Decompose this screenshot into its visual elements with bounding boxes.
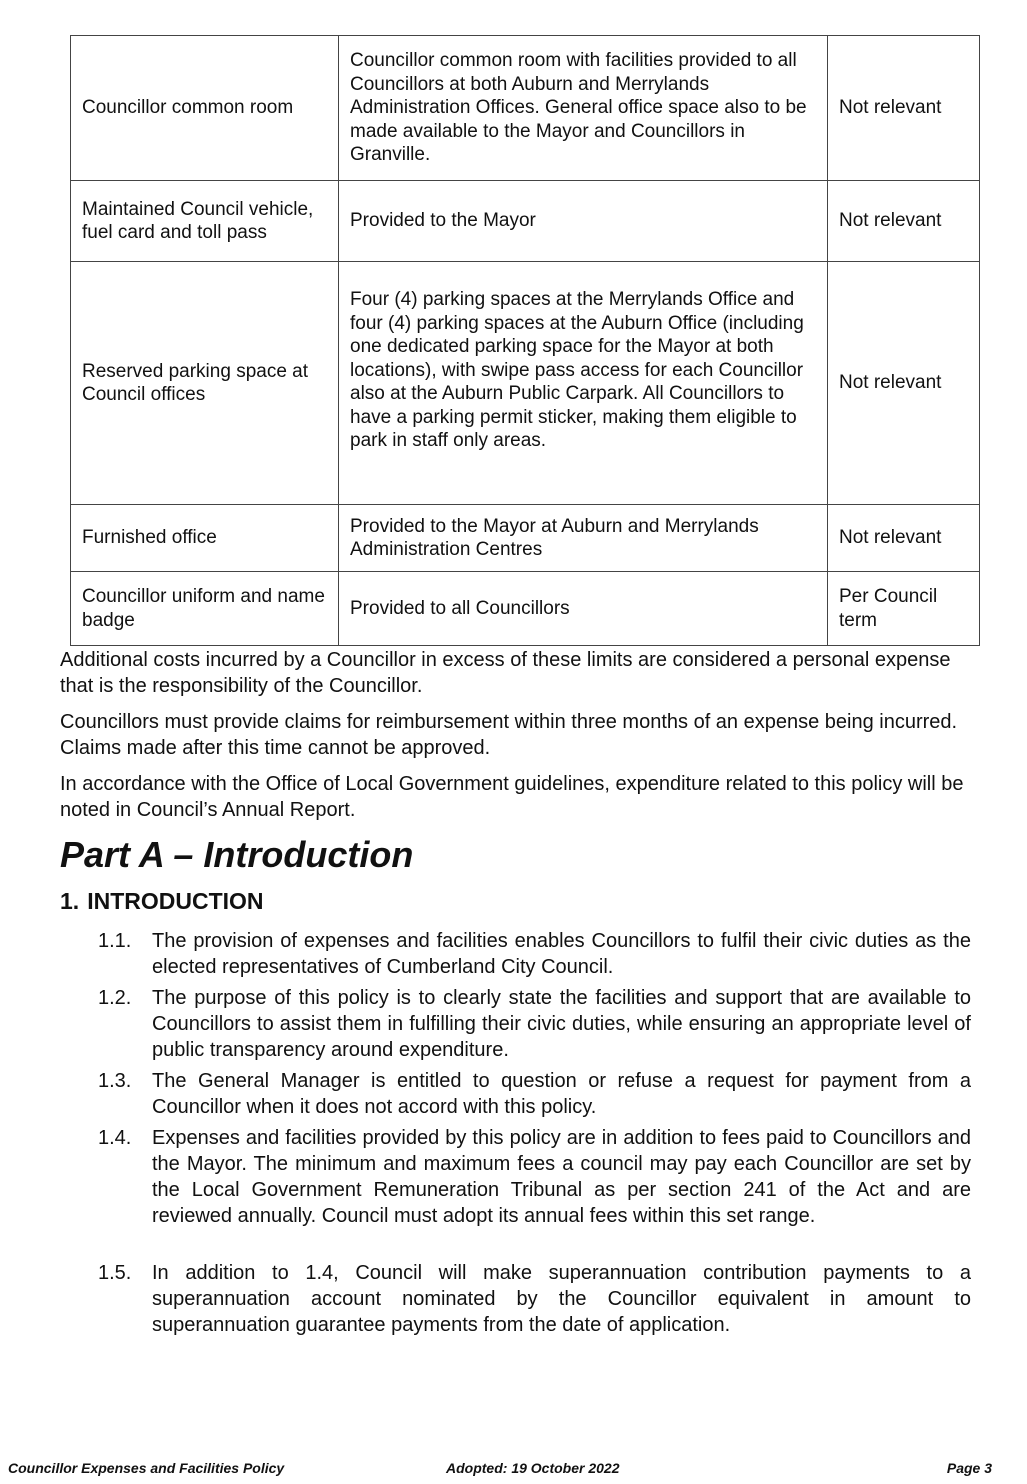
facility-cell: Councillor uniform and name badge <box>71 572 339 646</box>
paragraph-annual-report: In accordance with the Office of Local Government guidelines, expenditure related to this policy will be noted in Council’s Annual Report. <box>60 773 964 821</box>
paragraph-claims-timing: Councillors must provide claims for reimbursement within three months of an expense being incurred. Claims made after this time cannot be approved. <box>60 711 958 759</box>
clause-1-5 <box>98 1260 971 1338</box>
description-cell: Provided to the Mayor <box>339 181 828 262</box>
section-number: 1. <box>60 888 80 914</box>
clause-text: The provision of expenses and facilities enables Councillors to fulfil their civic duties as the elected representatives of Cumberland City Council. <box>152 930 971 978</box>
footer-adopted-date: Adopted: 19 October 2022 <box>446 1460 620 1476</box>
table-row <box>71 572 980 646</box>
clause-number: 1.2. <box>98 987 132 1009</box>
section-title: INTRODUCTION <box>87 888 264 914</box>
footer-policy-name: Councillor Expenses and Facilities Policy <box>8 1460 285 1476</box>
paragraph-personal-expense: Additional costs incurred by a Councillor in excess of these limits are considered a personal expense that is the responsibility of the Councillor. <box>60 649 951 697</box>
facility-cell: Maintained Council vehicle, fuel card and toll pass <box>71 181 339 262</box>
clause-text: In addition to 1.4, Council will make superannuation contribution payments to a superannuation account nominated by the Councillor equivalent in amount to superannuation guarantee payments from the date of application. <box>152 1262 971 1336</box>
facility-cell: Furnished office <box>71 505 339 572</box>
clause-1-2 <box>98 985 971 1063</box>
description-cell: Councillor common room with facilities provided to all Councillors at both Auburn and Merrylands Administration Offices. General office space also to be made available to the Mayor and Councillors in Granville. <box>339 36 828 181</box>
table-row <box>71 505 980 572</box>
table-row <box>71 181 980 262</box>
table-row <box>71 36 980 181</box>
clause-1-3 <box>98 1068 971 1120</box>
description-cell: Four (4) parking spaces at the Merrylands Office and four (4) parking spaces at the Auburn Office (including one dedicated parking space for the Mayor at both locations), with swipe pass access for each Councillor also at the Auburn Public Carpark. All Councillors to have a parking permit sticker, making them eligible to park in staff only areas. <box>339 262 828 505</box>
part-heading: Part A – Introduction <box>60 834 414 875</box>
clause-number: 1.1. <box>98 930 132 952</box>
section-heading <box>60 886 264 916</box>
facility-cell: Reserved parking space at Council offices <box>71 262 339 505</box>
limit-cell: Per Council term <box>828 572 980 646</box>
limit-cell: Not relevant <box>828 36 980 181</box>
clause-1-4 <box>98 1125 971 1229</box>
clause-number: 1.5. <box>98 1262 132 1284</box>
clause-number: 1.3. <box>98 1070 132 1092</box>
limit-cell: Not relevant <box>828 262 980 505</box>
clause-text: Expenses and facilities provided by this policy are in addition to fees paid to Councillors and the Mayor. The minimum and maximum fees a council may pay each Councillor are set by the Local Government Remuneration Tribunal as per section 241 of the Act and are reviewed annually. Council must adopt its annual fees within this set range. <box>152 1127 971 1227</box>
table-row <box>71 262 980 505</box>
limit-cell: Not relevant <box>828 505 980 572</box>
facility-cell: Councillor common room <box>71 36 339 181</box>
facilities-table <box>70 35 980 646</box>
description-cell: Provided to all Councillors <box>339 572 828 646</box>
clause-text: The General Manager is entitled to question or refuse a request for payment from a Councillor when it does not accord with this policy. <box>152 1070 971 1118</box>
clause-1-1 <box>98 928 971 980</box>
limit-cell: Not relevant <box>828 181 980 262</box>
footer-page-number: Page 3 <box>946 1460 992 1476</box>
clause-number: 1.4. <box>98 1127 132 1149</box>
description-cell: Provided to the Mayor at Auburn and Merrylands Administration Centres <box>339 505 828 572</box>
clause-text: The purpose of this policy is to clearly state the facilities and support that are available to Councillors to assist them in fulfilling their civic duties, while ensuring an appropriate level of public transparency around expenditure. <box>152 987 971 1061</box>
